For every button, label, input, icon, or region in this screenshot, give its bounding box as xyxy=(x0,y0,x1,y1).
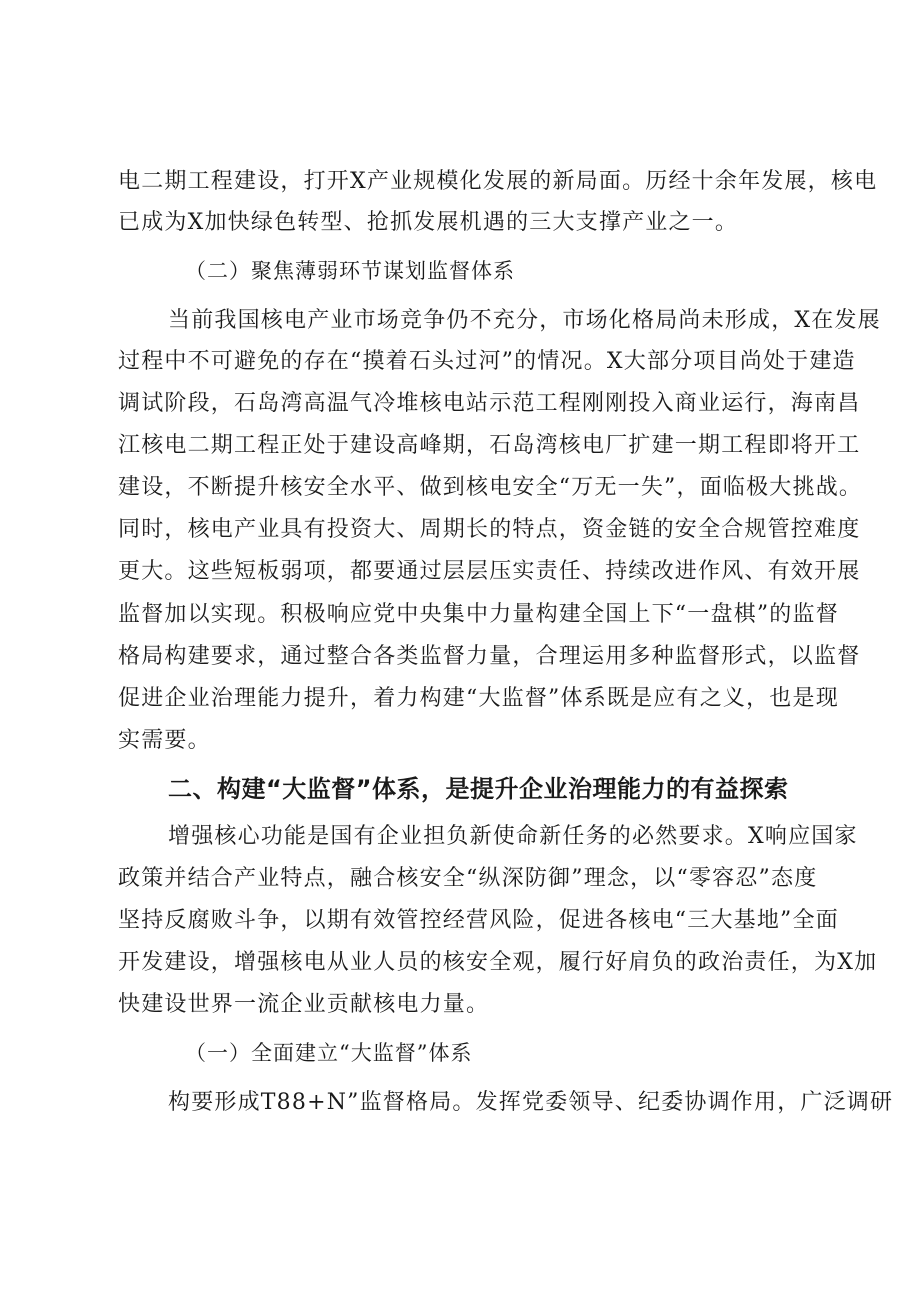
text-line-8: 建设，不断提升核安全水平、做到核电安全“万无一失”，面临极大挑战。 xyxy=(118,475,863,500)
text-line-4: 当前我国核电产业市场竞争仍不充分，市场化格局尚未形成，X在发展 xyxy=(168,308,881,333)
text-line-14: 实需要。 xyxy=(118,728,211,753)
text-line-7: 江核电二期工程正处于建设高峰期，石岛湾核电厂扩建一期工程即将开工 xyxy=(118,433,861,458)
text-line-1: 电二期工程建设，打开X产业规模化发展的新局面。历经十余年发展，核电 xyxy=(118,169,878,194)
text-line-12: 格局构建要求，通过整合各类监督力量，合理运用多种监督形式，以监督 xyxy=(118,644,861,669)
text-line-6: 调试阶段，石岛湾高温气冷堆核电站示范工程刚刚投入商业运行，海南昌 xyxy=(118,391,861,416)
text-line-22: 构要形成T88+N”监督格局。发挥党委领导、纪委协调作用，广泛调研 xyxy=(168,1090,894,1115)
text-line-11: 监督加以实现。积极响应党中央集中力量构建全国上下“一盘棋”的监督 xyxy=(118,602,839,627)
section-heading-2: （二）聚焦薄弱环节谋划监督体系 xyxy=(185,259,515,283)
text-line-13: 促进企业治理能力提升，着力构建“大监督”体系既是应有之义，也是现 xyxy=(118,686,839,711)
text-line-20: 快建设世界一流企业贡献核电力量。 xyxy=(118,992,490,1017)
section-heading-1: （一）全面建立“大监督”体系 xyxy=(185,1041,473,1065)
text-line-16: 增强核心功能是国有企业担负新使命新任务的必然要求。X响应国家 xyxy=(168,824,858,849)
chapter-heading-2: 二、构建“大监督”体系，是提升企业治理能力的有益探索 xyxy=(168,775,789,803)
text-line-19: 开发建设，增强核电从业人员的核安全观，履行好肩负的政治责任，为X加 xyxy=(118,950,878,975)
text-line-9: 同时，核电产业具有投资大、周期长的特点，资金链的安全合规管控难度 xyxy=(118,517,861,542)
text-line-5: 过程中不可避免的存在“摸着石头过河”的情况。X大部分项目尚处于建造 xyxy=(118,349,856,374)
text-line-18: 坚持反腐败斗争，以期有效管控经营风险，促进各核电“三大基地”全面 xyxy=(118,908,839,933)
text-line-10: 更大。这些短板弱项，都要通过层层压实责任、持续改进作风、有效开展 xyxy=(118,559,861,584)
text-line-2: 已成为X加快绿色转型、抢抓发展机遇的三大支撑产业之一。 xyxy=(118,210,739,235)
text-line-17: 政策并结合产业特点，融合核安全“纵深防御”理念，以“零容忍”态度 xyxy=(118,866,818,891)
